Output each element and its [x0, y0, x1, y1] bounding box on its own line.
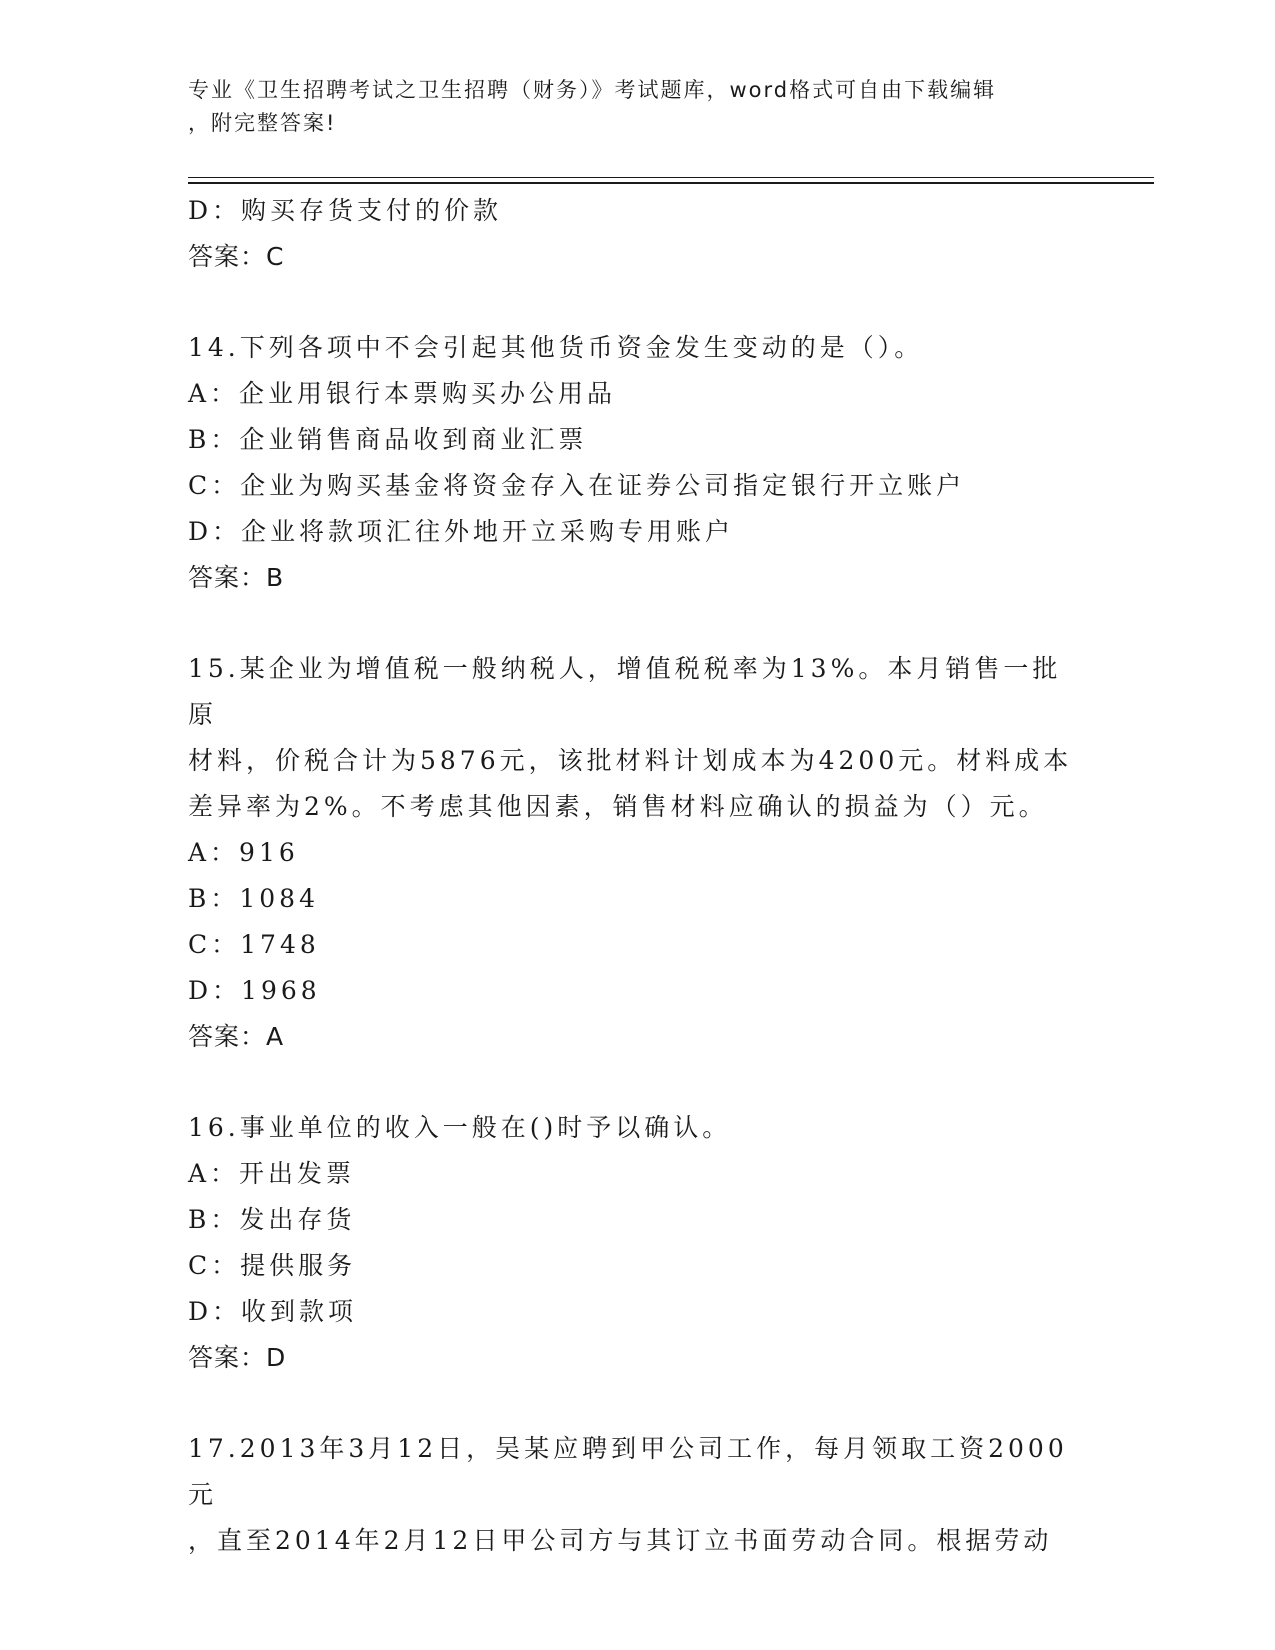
option-d: D：收到款项 — [188, 1297, 358, 1326]
stem-line: 差异率为2%。不考虑其他因素，销售材料应确认的损益为（）元。 — [188, 792, 1048, 821]
option-a: A：企业用银行本票购买办公用品 — [188, 379, 617, 408]
answer-line: 答案：C — [188, 242, 285, 271]
option-b: B：发出存货 — [188, 1205, 356, 1234]
question-stem — [188, 325, 1088, 371]
option-b: B：1084 — [188, 884, 319, 913]
question-stem — [188, 646, 1088, 830]
stem-line: ，直至2014年2月12日甲公司方与其订立书面劳动合同。根据劳动 — [188, 1526, 1053, 1555]
stem-line: 15.某企业为增值税一般纳税人，增值税税率为13%。本月销售一批原 — [188, 654, 1062, 729]
question-content — [188, 188, 1088, 1564]
header-divider-thin — [188, 177, 1154, 178]
answer-line: 答案：B — [188, 563, 285, 592]
option-c: C：1748 — [188, 930, 320, 959]
option-a: A：开出发票 — [188, 1159, 356, 1188]
option-a: A：916 — [188, 838, 299, 867]
stem-line: 17.2013年3月12日，吴某应聘到甲公司工作，每月领取工资2000元 — [188, 1434, 1068, 1509]
header-line-1: 专业《卫生招聘考试之卫生招聘（财务）》考试题库，word格式可自由下载编辑 — [188, 78, 997, 102]
question-stem — [188, 1426, 1088, 1564]
stem-line: 材料，价税合计为5876元，该批材料计划成本为4200元。材料成本 — [188, 746, 1073, 775]
stem-line: 16.事业单位的收入一般在()时予以确认。 — [188, 1113, 732, 1142]
question-14 — [188, 325, 1088, 601]
option-d: D：购买存货支付的价款 — [188, 196, 503, 225]
header-line-2: ，附完整答案! — [188, 111, 337, 135]
question-stem — [188, 1105, 1088, 1151]
answer-line: 答案：A — [188, 1022, 285, 1051]
previous-question-tail — [188, 188, 1088, 280]
question-15 — [188, 646, 1088, 1060]
stem-line: 14.下列各项中不会引起其他货币资金发生变动的是（）。 — [188, 333, 924, 362]
question-17 — [188, 1426, 1088, 1564]
option-c: C：提供服务 — [188, 1251, 357, 1280]
document-header — [188, 74, 1088, 140]
option-d: D：企业将款项汇往外地开立采购专用账户 — [188, 517, 735, 546]
option-d: D：1968 — [188, 976, 321, 1005]
option-b: B：企业销售商品收到商业汇票 — [188, 425, 588, 454]
header-divider-thick — [188, 182, 1154, 184]
question-16 — [188, 1105, 1088, 1381]
option-c: C：企业为购买基金将资金存入在证券公司指定银行开立账户 — [188, 471, 966, 500]
answer-line: 答案：D — [188, 1343, 287, 1372]
